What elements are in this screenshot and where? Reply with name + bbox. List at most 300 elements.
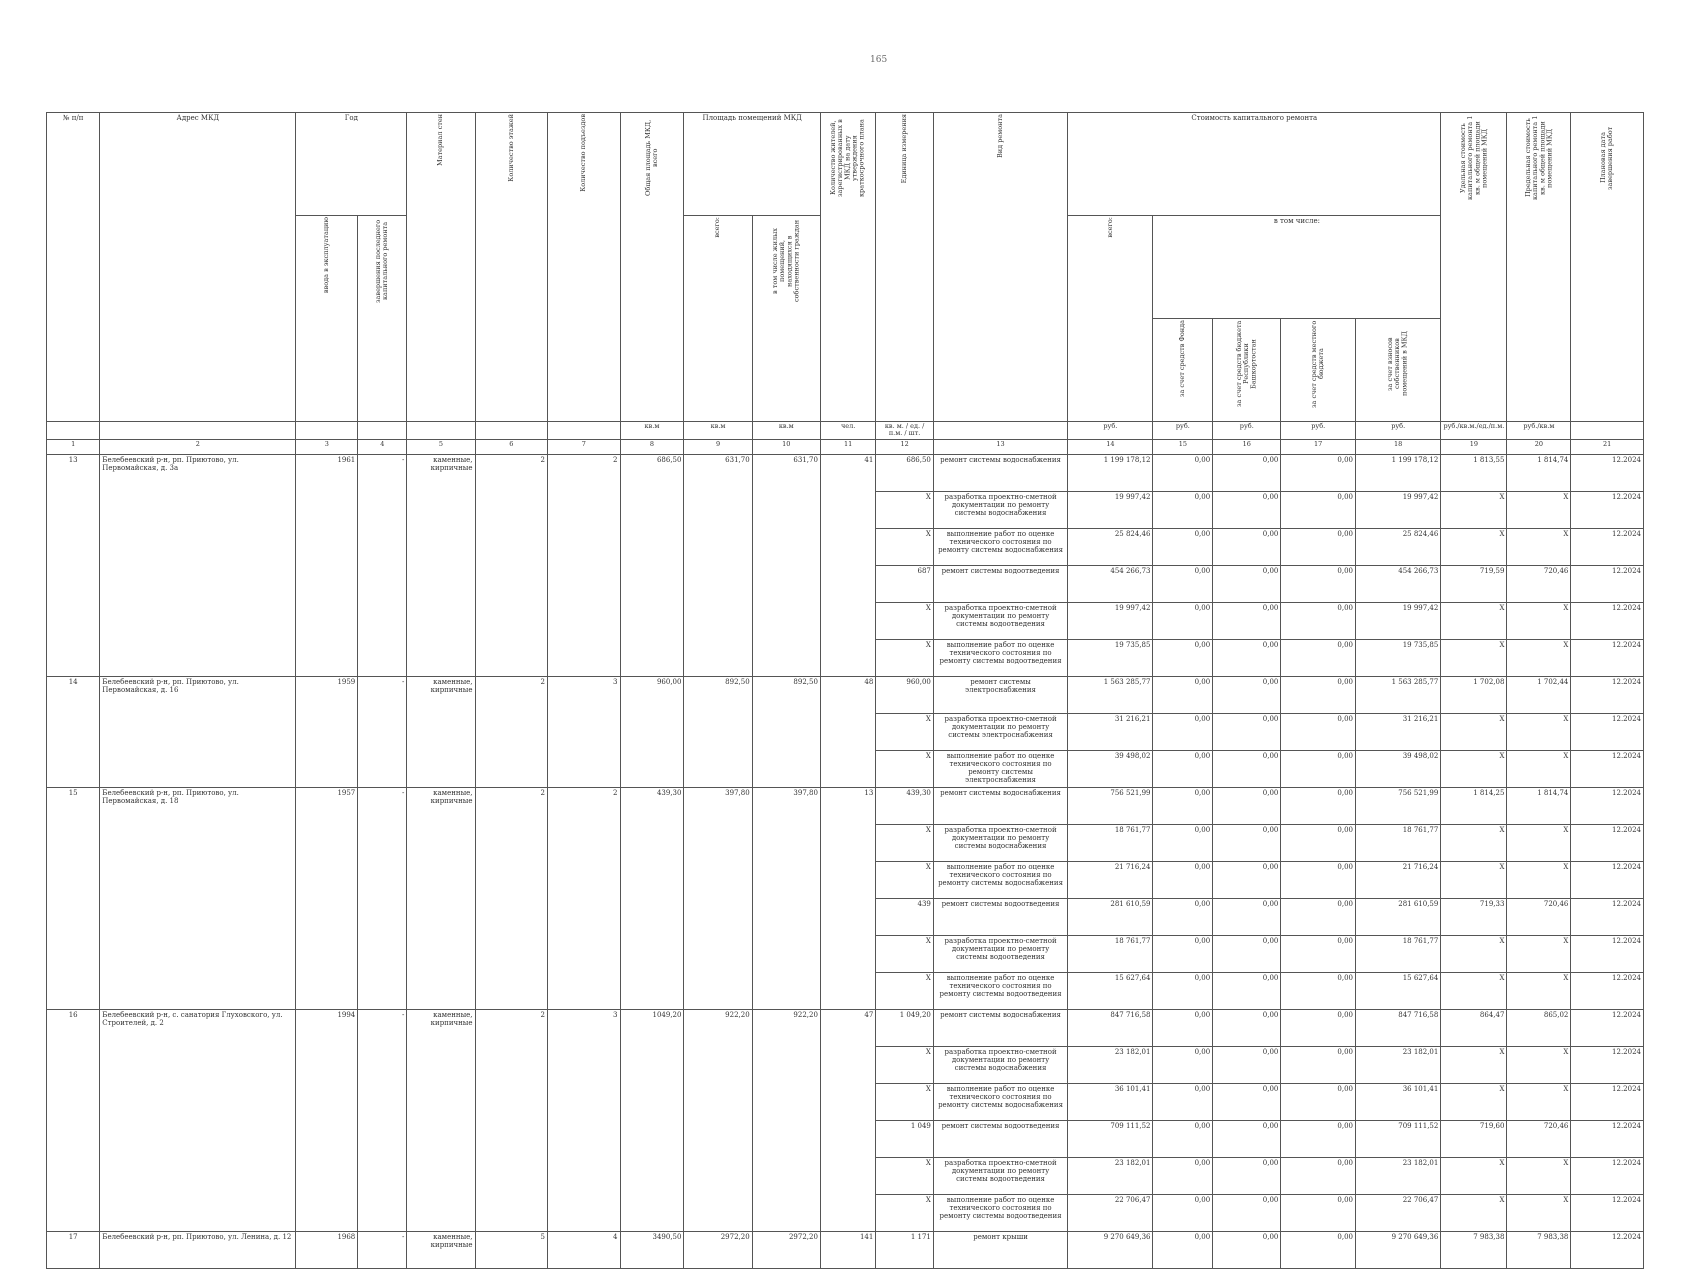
cost-fund: 0,00 xyxy=(1153,713,1213,750)
unit-cost: X xyxy=(1441,639,1507,676)
unit-cost: X xyxy=(1441,1046,1507,1083)
deadline-date: 12.2024 xyxy=(1571,1194,1644,1231)
work-type: выполнение работ по оценке технического состояния по ремонту системы водоотведения xyxy=(933,972,1067,1009)
wall-material: каменные, кирпичные xyxy=(407,676,475,787)
work-type: ремонт системы электроснабжения xyxy=(933,676,1067,713)
cost-fund: 0,00 xyxy=(1153,750,1213,787)
unit-cell: кв.м xyxy=(620,422,684,440)
year-commission: 1968 xyxy=(296,1231,358,1268)
cost-fund: 0,00 xyxy=(1153,1231,1213,1268)
column-number: 18 xyxy=(1356,439,1441,454)
cost-local: 0,00 xyxy=(1281,491,1356,528)
measure-value: X xyxy=(876,750,934,787)
cost-republic: 0,00 xyxy=(1213,1120,1281,1157)
unit-cost: X xyxy=(1441,824,1507,861)
deadline-date: 12.2024 xyxy=(1571,750,1644,787)
measure-value: X xyxy=(876,935,934,972)
cost-total: 19 735,85 xyxy=(1068,639,1153,676)
column-number: 4 xyxy=(358,439,407,454)
cost-owners: 847 716,58 xyxy=(1356,1009,1441,1046)
hdr-cost-subgroup: в том числе: xyxy=(1153,216,1441,319)
unit-cost: X xyxy=(1441,602,1507,639)
register-table xyxy=(46,112,1644,1269)
residents: 13 xyxy=(820,787,875,1009)
hdr-cost-owners: за счет взносов собственников помещений в МКД xyxy=(1356,319,1441,422)
unit-cell: кв.м xyxy=(752,422,820,440)
unit-cell: руб. xyxy=(1153,422,1213,440)
area-all: 922,20 xyxy=(684,1009,752,1231)
deadline-date: 12.2024 xyxy=(1571,528,1644,565)
measure-value: X xyxy=(876,1083,934,1120)
cost-republic: 0,00 xyxy=(1213,824,1281,861)
deadline-date: 12.2024 xyxy=(1571,676,1644,713)
cost-fund: 0,00 xyxy=(1153,602,1213,639)
unit-cell: чел. xyxy=(820,422,875,440)
year-last-repair: - xyxy=(358,1009,407,1231)
cost-republic: 0,00 xyxy=(1213,787,1281,824)
cost-republic: 0,00 xyxy=(1213,1194,1281,1231)
unit-cost: 719,60 xyxy=(1441,1120,1507,1157)
work-type: ремонт системы водоотведения xyxy=(933,898,1067,935)
cost-owners: 19 997,42 xyxy=(1356,602,1441,639)
cost-fund: 0,00 xyxy=(1153,639,1213,676)
deadline-date: 12.2024 xyxy=(1571,1009,1644,1046)
year-commission: 1957 xyxy=(296,787,358,1009)
measure-value: 687 xyxy=(876,565,934,602)
table-row xyxy=(47,787,1644,824)
total-area: 686,50 xyxy=(620,454,684,676)
measure-value: 686,50 xyxy=(876,454,934,491)
hdr-total-area: Общая площадь МКД, всего xyxy=(620,113,684,422)
cost-republic: 0,00 xyxy=(1213,750,1281,787)
cost-owners: 39 498,02 xyxy=(1356,750,1441,787)
cost-local: 0,00 xyxy=(1281,565,1356,602)
max-cost: X xyxy=(1507,861,1571,898)
cost-fund: 0,00 xyxy=(1153,1120,1213,1157)
capital-repair-register xyxy=(46,112,1644,1269)
work-type: ремонт системы водоотведения xyxy=(933,1120,1067,1157)
max-cost: X xyxy=(1507,528,1571,565)
floors: 5 xyxy=(475,1231,547,1268)
total-area: 3490,50 xyxy=(620,1231,684,1268)
cost-fund: 0,00 xyxy=(1153,1194,1213,1231)
column-number: 8 xyxy=(620,439,684,454)
year-last-repair: - xyxy=(358,787,407,1009)
hdr-year-last-repair: завершения последнего капитального ремонта xyxy=(358,216,407,422)
building-num: 15 xyxy=(47,787,100,1009)
cost-owners: 23 182,01 xyxy=(1356,1046,1441,1083)
unit-cost: X xyxy=(1441,750,1507,787)
area-owned: 892,50 xyxy=(752,676,820,787)
column-number: 9 xyxy=(684,439,752,454)
measure-value: X xyxy=(876,1157,934,1194)
cost-republic: 0,00 xyxy=(1213,676,1281,713)
column-number: 3 xyxy=(296,439,358,454)
building-num: 13 xyxy=(47,454,100,676)
work-type: выполнение работ по оценке технического состояния по ремонту системы водоотведения xyxy=(933,639,1067,676)
cost-republic: 0,00 xyxy=(1213,1009,1281,1046)
unit-cell: руб. xyxy=(1356,422,1441,440)
cost-total: 1 563 285,77 xyxy=(1068,676,1153,713)
max-cost: X xyxy=(1507,602,1571,639)
floors: 2 xyxy=(475,787,547,1009)
unit-cell: руб. xyxy=(1281,422,1356,440)
max-cost: X xyxy=(1507,713,1571,750)
floors: 2 xyxy=(475,1009,547,1231)
cost-fund: 0,00 xyxy=(1153,898,1213,935)
measure-value: 1 049 xyxy=(876,1120,934,1157)
hdr-material: Материал стен xyxy=(407,113,475,422)
column-number: 15 xyxy=(1153,439,1213,454)
measure-value: 960,00 xyxy=(876,676,934,713)
table-header xyxy=(47,113,1644,455)
unit-cost: 1 814,25 xyxy=(1441,787,1507,824)
deadline-date: 12.2024 xyxy=(1571,491,1644,528)
measure-value: 1 049,20 xyxy=(876,1009,934,1046)
deadline-date: 12.2024 xyxy=(1571,1046,1644,1083)
column-number: 5 xyxy=(407,439,475,454)
column-number: 14 xyxy=(1068,439,1153,454)
cost-local: 0,00 xyxy=(1281,454,1356,491)
cost-owners: 1 563 285,77 xyxy=(1356,676,1441,713)
work-type: выполнение работ по оценке технического состояния по ремонту системы электроснабжения xyxy=(933,750,1067,787)
cost-total: 281 610,59 xyxy=(1068,898,1153,935)
area-all: 892,50 xyxy=(684,676,752,787)
deadline-date: 12.2024 xyxy=(1571,1083,1644,1120)
max-cost: 1 702,44 xyxy=(1507,676,1571,713)
cost-owners: 709 111,52 xyxy=(1356,1120,1441,1157)
measure-value: X xyxy=(876,602,934,639)
work-type: выполнение работ по оценке технического состояния по ремонту системы водоотведения xyxy=(933,1194,1067,1231)
unit-cost: 719,33 xyxy=(1441,898,1507,935)
building-num: 16 xyxy=(47,1009,100,1231)
hdr-entrances: Количество подъездов xyxy=(548,113,620,422)
cost-fund: 0,00 xyxy=(1153,972,1213,1009)
hdr-cost-group: Стоимость капитального ремонта xyxy=(1068,113,1441,216)
hdr-cost-total: всего: xyxy=(1068,216,1153,422)
unit-cell: кв. м. / ед. / п.м. / шт. xyxy=(876,422,934,440)
cost-owners: 36 101,41 xyxy=(1356,1083,1441,1120)
deadline-date: 12.2024 xyxy=(1571,713,1644,750)
cost-total: 22 706,47 xyxy=(1068,1194,1153,1231)
area-owned: 922,20 xyxy=(752,1009,820,1231)
cost-republic: 0,00 xyxy=(1213,898,1281,935)
cost-fund: 0,00 xyxy=(1153,454,1213,491)
cost-owners: 18 761,77 xyxy=(1356,824,1441,861)
cost-republic: 0,00 xyxy=(1213,565,1281,602)
cost-owners: 21 716,24 xyxy=(1356,861,1441,898)
cost-fund: 0,00 xyxy=(1153,491,1213,528)
floors: 2 xyxy=(475,676,547,787)
building-address: Белебеевский р-н, рп. Приютово, ул. Ленина, д. 12 xyxy=(100,1231,296,1268)
unit-cost: X xyxy=(1441,1083,1507,1120)
cost-fund: 0,00 xyxy=(1153,565,1213,602)
entrances: 3 xyxy=(548,1009,620,1231)
residents: 141 xyxy=(820,1231,875,1268)
cost-owners: 756 521,99 xyxy=(1356,787,1441,824)
work-type: выполнение работ по оценке технического состояния по ремонту системы водоснабжения xyxy=(933,861,1067,898)
cost-owners: 9 270 649,36 xyxy=(1356,1231,1441,1268)
total-area: 439,30 xyxy=(620,787,684,1009)
max-cost: 720,46 xyxy=(1507,565,1571,602)
cost-local: 0,00 xyxy=(1281,861,1356,898)
cost-total: 36 101,41 xyxy=(1068,1083,1153,1120)
building-address: Белебеевский р-н, рп. Приютово, ул. Первомайская, д. 3а xyxy=(100,454,296,676)
max-cost: X xyxy=(1507,639,1571,676)
cost-local: 0,00 xyxy=(1281,676,1356,713)
measure-value: X xyxy=(876,713,934,750)
cost-fund: 0,00 xyxy=(1153,1157,1213,1194)
measure-value: X xyxy=(876,1046,934,1083)
area-owned: 397,80 xyxy=(752,787,820,1009)
hdr-num: № п/п xyxy=(47,113,100,422)
deadline-date: 12.2024 xyxy=(1571,454,1644,491)
measure-value: X xyxy=(876,1194,934,1231)
building-address: Белебеевский р-н, с. санатория Глуховского, ул. Строителей, д. 2 xyxy=(100,1009,296,1231)
area-owned: 2972,20 xyxy=(752,1231,820,1268)
table-row xyxy=(47,454,1644,491)
unit-cost: 7 983,38 xyxy=(1441,1231,1507,1268)
cost-republic: 0,00 xyxy=(1213,1157,1281,1194)
cost-local: 0,00 xyxy=(1281,1194,1356,1231)
cost-owners: 19 735,85 xyxy=(1356,639,1441,676)
column-number: 7 xyxy=(548,439,620,454)
max-cost: X xyxy=(1507,491,1571,528)
year-last-repair: - xyxy=(358,454,407,676)
cost-republic: 0,00 xyxy=(1213,713,1281,750)
work-type: ремонт системы водоснабжения xyxy=(933,1009,1067,1046)
cost-fund: 0,00 xyxy=(1153,824,1213,861)
cost-owners: 22 706,47 xyxy=(1356,1194,1441,1231)
cost-local: 0,00 xyxy=(1281,639,1356,676)
hdr-unit-cost: Удельная стоимость капитального ремонта 1 кв. м общей площади помещений МКД xyxy=(1441,113,1507,422)
unit-cell: руб./кв.м./ед./п.м. xyxy=(1441,422,1507,440)
work-type: разработка проектно-сметной документации по ремонту системы водоотведения xyxy=(933,1157,1067,1194)
cost-owners: 18 761,77 xyxy=(1356,935,1441,972)
deadline-date: 12.2024 xyxy=(1571,898,1644,935)
work-type: разработка проектно-сметной документации по ремонту системы водоснабжения xyxy=(933,491,1067,528)
deadline-date: 12.2024 xyxy=(1571,1120,1644,1157)
unit-cell: руб./кв.м xyxy=(1507,422,1571,440)
work-type: ремонт системы водоснабжения xyxy=(933,454,1067,491)
cost-local: 0,00 xyxy=(1281,602,1356,639)
max-cost: 720,46 xyxy=(1507,898,1571,935)
page-number: 165 xyxy=(870,55,888,65)
cost-local: 0,00 xyxy=(1281,1157,1356,1194)
cost-total: 18 761,77 xyxy=(1068,935,1153,972)
measure-value: X xyxy=(876,639,934,676)
work-type: ремонт системы водоснабжения xyxy=(933,787,1067,824)
deadline-date: 12.2024 xyxy=(1571,787,1644,824)
area-all: 2972,20 xyxy=(684,1231,752,1268)
table-row xyxy=(47,676,1644,713)
work-type: разработка проектно-сметной документации по ремонту системы водоотведения xyxy=(933,935,1067,972)
deadline-date: 12.2024 xyxy=(1571,972,1644,1009)
cost-owners: 15 627,64 xyxy=(1356,972,1441,1009)
cost-fund: 0,00 xyxy=(1153,861,1213,898)
hdr-residents: Количество жителей, зарегистрированных в МКД на дату утверждения краткосрочного плана xyxy=(820,113,875,422)
column-number: 19 xyxy=(1441,439,1507,454)
column-numbers-row xyxy=(47,439,1644,454)
cost-total: 9 270 649,36 xyxy=(1068,1231,1153,1268)
cost-local: 0,00 xyxy=(1281,1231,1356,1268)
deadline-date: 12.2024 xyxy=(1571,935,1644,972)
cost-local: 0,00 xyxy=(1281,528,1356,565)
cost-local: 0,00 xyxy=(1281,750,1356,787)
cost-local: 0,00 xyxy=(1281,1120,1356,1157)
unit-cost: X xyxy=(1441,528,1507,565)
building-address: Белебеевский р-н, рп. Приютово, ул. Первомайская, д. 16 xyxy=(100,676,296,787)
work-type: ремонт системы водоотведения xyxy=(933,565,1067,602)
hdr-floors: Количество этажей xyxy=(475,113,547,422)
residents: 47 xyxy=(820,1009,875,1231)
hdr-measure-unit: Единица измерения xyxy=(876,113,934,422)
work-type: ремонт крыши xyxy=(933,1231,1067,1268)
cost-republic: 0,00 xyxy=(1213,861,1281,898)
max-cost: X xyxy=(1507,824,1571,861)
max-cost: 1 814,74 xyxy=(1507,787,1571,824)
cost-owners: 281 610,59 xyxy=(1356,898,1441,935)
cost-owners: 19 997,42 xyxy=(1356,491,1441,528)
unit-cost: X xyxy=(1441,935,1507,972)
column-number: 6 xyxy=(475,439,547,454)
hdr-cost-local: за счет средств местного бюджета xyxy=(1281,319,1356,422)
unit-cost: 864,47 xyxy=(1441,1009,1507,1046)
unit-cell: руб. xyxy=(1213,422,1281,440)
work-type: разработка проектно-сметной документации по ремонту системы электроснабжения xyxy=(933,713,1067,750)
cost-total: 756 521,99 xyxy=(1068,787,1153,824)
residents: 48 xyxy=(820,676,875,787)
residents: 41 xyxy=(820,454,875,676)
measure-value: X xyxy=(876,824,934,861)
cost-fund: 0,00 xyxy=(1153,1083,1213,1120)
hdr-area-owned: в том числе жилых помещений, находящихся в собственности граждан xyxy=(752,216,820,422)
table-row xyxy=(47,1009,1644,1046)
max-cost: X xyxy=(1507,1083,1571,1120)
deadline-date: 12.2024 xyxy=(1571,861,1644,898)
cost-total: 1 199 178,12 xyxy=(1068,454,1153,491)
wall-material: каменные, кирпичные xyxy=(407,1231,475,1268)
unit-cost: X xyxy=(1441,861,1507,898)
cost-total: 39 498,02 xyxy=(1068,750,1153,787)
column-number: 21 xyxy=(1571,439,1644,454)
hdr-address: Адрес МКД xyxy=(100,113,296,422)
deadline-date: 12.2024 xyxy=(1571,1231,1644,1268)
cost-owners: 25 824,46 xyxy=(1356,528,1441,565)
cost-owners: 31 216,21 xyxy=(1356,713,1441,750)
cost-owners: 1 199 178,12 xyxy=(1356,454,1441,491)
area-owned: 631,70 xyxy=(752,454,820,676)
column-number: 12 xyxy=(876,439,934,454)
cost-republic: 0,00 xyxy=(1213,639,1281,676)
entrances: 2 xyxy=(548,787,620,1009)
cost-republic: 0,00 xyxy=(1213,935,1281,972)
column-number: 20 xyxy=(1507,439,1571,454)
work-type: разработка проектно-сметной документации по ремонту системы водоотведения xyxy=(933,602,1067,639)
units-row xyxy=(47,422,1644,440)
hdr-max-cost: Предельная стоимость капитального ремонта 1 кв. м общей площади помещений МКД xyxy=(1507,113,1571,422)
year-last-repair: - xyxy=(358,1231,407,1268)
cost-total: 19 997,42 xyxy=(1068,602,1153,639)
table-body xyxy=(47,454,1644,1268)
measure-value: X xyxy=(876,491,934,528)
total-area: 1049,20 xyxy=(620,1009,684,1231)
unit-cost: X xyxy=(1441,491,1507,528)
cost-republic: 0,00 xyxy=(1213,1046,1281,1083)
measure-value: X xyxy=(876,861,934,898)
work-type: выполнение работ по оценке технического состояния по ремонту системы водоснабжения xyxy=(933,528,1067,565)
cost-local: 0,00 xyxy=(1281,713,1356,750)
hdr-cost-republic: за счет средств бюджета Республики Башкортостан xyxy=(1213,319,1281,422)
hdr-work-type: Вид ремонта xyxy=(933,113,1067,422)
hdr-year-group: Год xyxy=(296,113,407,216)
cost-local: 0,00 xyxy=(1281,935,1356,972)
building-num: 17 xyxy=(47,1231,100,1268)
unit-cost: 1 702,08 xyxy=(1441,676,1507,713)
max-cost: X xyxy=(1507,935,1571,972)
hdr-area-all: всего: xyxy=(684,216,752,422)
cost-republic: 0,00 xyxy=(1213,602,1281,639)
table-row xyxy=(47,1231,1644,1268)
area-all: 397,80 xyxy=(684,787,752,1009)
max-cost: 1 814,74 xyxy=(1507,454,1571,491)
cost-fund: 0,00 xyxy=(1153,935,1213,972)
column-number: 11 xyxy=(820,439,875,454)
cost-total: 25 824,46 xyxy=(1068,528,1153,565)
unit-cell: кв.м xyxy=(684,422,752,440)
column-number: 13 xyxy=(933,439,1067,454)
cost-owners: 23 182,01 xyxy=(1356,1157,1441,1194)
cost-total: 19 997,42 xyxy=(1068,491,1153,528)
area-all: 631,70 xyxy=(684,454,752,676)
total-area: 960,00 xyxy=(620,676,684,787)
wall-material: каменные, кирпичные xyxy=(407,454,475,676)
cost-republic: 0,00 xyxy=(1213,1231,1281,1268)
max-cost: X xyxy=(1507,1046,1571,1083)
max-cost: X xyxy=(1507,1157,1571,1194)
cost-republic: 0,00 xyxy=(1213,972,1281,1009)
cost-total: 23 182,01 xyxy=(1068,1157,1153,1194)
unit-cost: X xyxy=(1441,713,1507,750)
floors: 2 xyxy=(475,454,547,676)
cost-fund: 0,00 xyxy=(1153,676,1213,713)
max-cost: 865,02 xyxy=(1507,1009,1571,1046)
deadline-date: 12.2024 xyxy=(1571,1157,1644,1194)
work-type: разработка проектно-сметной документации по ремонту системы водоснабжения xyxy=(933,824,1067,861)
unit-cell: руб. xyxy=(1068,422,1153,440)
year-commission: 1961 xyxy=(296,454,358,676)
measure-value: 439 xyxy=(876,898,934,935)
year-commission: 1959 xyxy=(296,676,358,787)
cost-total: 18 761,77 xyxy=(1068,824,1153,861)
max-cost: X xyxy=(1507,972,1571,1009)
year-last-repair: - xyxy=(358,676,407,787)
entrances: 2 xyxy=(548,454,620,676)
column-number: 2 xyxy=(100,439,296,454)
deadline-date: 12.2024 xyxy=(1571,824,1644,861)
entrances: 3 xyxy=(548,676,620,787)
column-number: 17 xyxy=(1281,439,1356,454)
year-commission: 1994 xyxy=(296,1009,358,1231)
cost-total: 454 266,73 xyxy=(1068,565,1153,602)
unit-cost: X xyxy=(1441,1157,1507,1194)
unit-cost: 719,59 xyxy=(1441,565,1507,602)
cost-fund: 0,00 xyxy=(1153,787,1213,824)
cost-local: 0,00 xyxy=(1281,1083,1356,1120)
cost-total: 15 627,64 xyxy=(1068,972,1153,1009)
column-number: 1 xyxy=(47,439,100,454)
measure-value: X xyxy=(876,972,934,1009)
